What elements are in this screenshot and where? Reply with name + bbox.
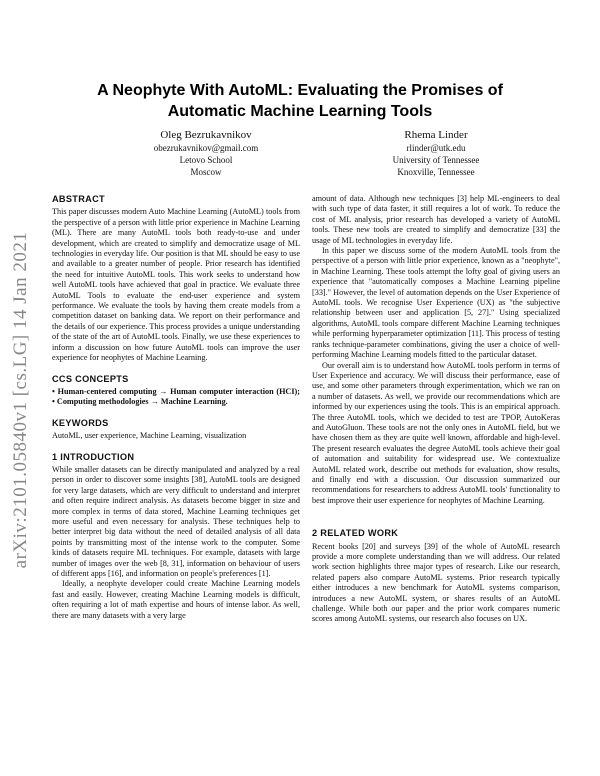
intro-paragraph-4: Our overall aim is to understand how AutoML tools perform in terms of User Experience and accuracy. We will discuss their performance, ease of use, and some other parameters through experimentation, which we ran on a number of datasets. As well, we provide our recommendations which are informed by our experiences using the tools. This is an empirical approach. The three AutoML tools, which we decided to test are TPOP, AutoKeras and AutoGluon. These tools are not the only ones in AutoML field, but we have chosen them as they are quite well known, affordable and high-level. The present research evaluates the degree AutoML tools achieve their goal of automation and suitability for widespread use. We contextualize AutoML related work, describe out methods for evaluation, show results, and finally end with a discussion. Our discussion summarized our recommendations for researchers to address AutoML tools' functionality to best improve their user experience for neophytes of Machine Learning. [312, 360, 560, 505]
related-work-paragraph: Recent books [20] and surveys [39] of the whole of AutoML research provide a more complete understanding than we will address. Our related work section highlights three major types of research. Like our research, related papers also compare AutoML systems. Prior research typically either introduces a new benchmark for AutoML systems comparison, introduces a new AutoML system, or shares results of an AutoML challenge. While both our paper and the prior work compares numeric scores among AutoML systems, our research also focuses on UX. [312, 541, 560, 624]
ccs-heading: CCS CONCEPTS [52, 373, 129, 384]
ccs-concepts [52, 387, 300, 408]
author-location: Knoxville, Tennessee [397, 167, 475, 177]
author-block-1 [96, 128, 316, 178]
intro-continued-paragraph: amount of data. Although new techniques [3] help ML-engineers to deal with such type of data faster, it still requires a lot of work. To reduce the cost of ML analysis, prior research has developed a variety of AutoML tools. These new tools are created to simplify and democratize [33] the usage of ML technologies in everyday life. [312, 194, 560, 245]
ccs-item-1: • Human-centered computing → Human computer interaction (HCI); [52, 386, 300, 396]
left-column [52, 194, 300, 621]
arxiv-stamp-text: arXiv:2101.05840v1 [cs.LG] 14 Jan 2021 [10, 231, 31, 569]
related-work-heading: 2 RELATED WORK [312, 528, 399, 539]
right-column [312, 194, 560, 625]
ccs-item-2: • Computing methodologies → Machine Learning. [52, 397, 228, 407]
author-affiliation: Letovo School [179, 155, 233, 165]
title-line-1: A Neophyte With AutoML: Evaluating the Promises of [97, 82, 503, 99]
title-line-2: Automatic Machine Learning Tools [167, 103, 433, 120]
author-affiliation: University of Tennessee [392, 155, 480, 165]
intro-paragraph-2: Ideally, a neophyte developer could create Machine Learning models fast and easily. However, creating Machine Learning models is difficult, often requiring a lot of math expertise and hours of intense labor. As well, there are many datasets with a very large [52, 579, 300, 620]
intro-heading: 1 INTRODUCTION [52, 451, 135, 462]
intro-paragraph-3: In this paper we discuss some of the modern AutoML tools from the perspective of a person with little prior experience, known as a "neophyte", in Machine Learning. These tools attempt the lofty goal of giving users an experience that "automatically composes a Machine Learning pipeline [33]." However, the level of automation depends on the User Experience of AutoML tools. We recognise User Experience (UX) as "the subjective relationship between user and application [5, 27]." Using specialized algorithms, AutoML tools compare different Machine Learning techniques while performing hyperparameter optimization [11]. This process of testing ranks technique-parameter combinations, giving the user a choice of well-performing Machine Learning models fitted to the particular dataset. [312, 246, 560, 360]
arxiv-stamp [6, 200, 36, 600]
intro-paragraph-1: While smaller datasets can be directly manipulated and analyzed by a real person in order to discover some insights [38], AutoML tools are designed for very large datasets, which are very difficult to understand and interpret and often require indirect analysis. As datasets become bigger in size and more complex in terms of data stored, Machine Learning techniques get more useful and even necessary for analysis. These techniques help to better interpret big data without the need of detailed analysis of all data points by transmitting most of the intense work to the computer. Some kinds of datasets require ML techniques. For example, datasets with large number of images over the web [8, 31], information on behaviour of users of different apps [16], and information on people's preferences [1]. [52, 464, 300, 578]
keywords-text: AutoML, user experience, Machine Learning, visualization [52, 431, 247, 441]
author-email: obezrukavnikov@gmail.com [153, 143, 259, 153]
author-email: rlinder@utk.edu [406, 143, 466, 153]
paper-title [40, 80, 560, 122]
author-name: Oleg Bezrukavnikov [160, 129, 252, 141]
author-name: Rhema Linder [404, 129, 468, 141]
author-block-2 [326, 128, 546, 178]
abstract-text: This paper discusses modern Auto Machine Learning (AutoML) tools from the perspective of a person with little prior experience in Machine Learning (ML). There are many AutoML tools both ready-to-use and under development, which are created to simplify and democratize usage of ML technologies in everyday life. Our position is that ML should be easy to use and available to a greater number of people. Prior research has identified the need for intuitive AutoML tools. This work seeks to understand how well AutoML tools have achieved that goal in practice. We evaluate three AutoML Tools to evaluate the end-user experience and system performance. We evaluate the tools by having them create models from a competition dataset on banking data. We report on their performance and the details of our experience. This process provides a unique understanding of the state of the art of AutoML tools. Finally, we use these experiences to inform a discussion on how future AutoML tools can improve the user experience for neophytes of Machine Learning. [52, 207, 300, 363]
abstract-heading: ABSTRACT [52, 194, 105, 204]
keywords-heading: KEYWORDS [52, 417, 109, 428]
author-location: Moscow [190, 167, 222, 177]
